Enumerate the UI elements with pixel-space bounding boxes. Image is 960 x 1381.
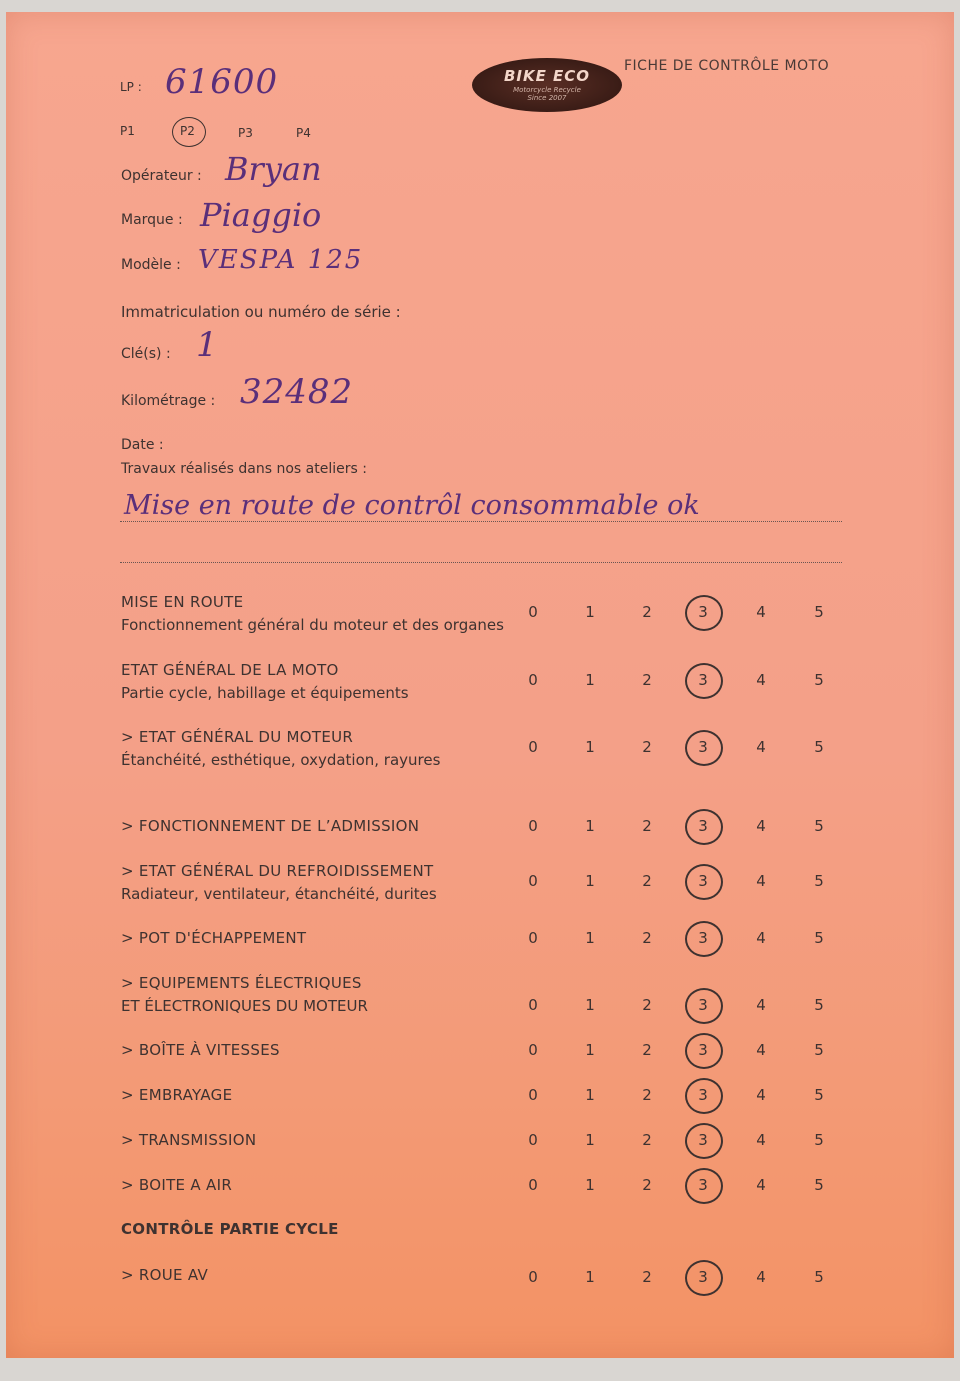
score-option-4: 4 bbox=[756, 817, 766, 835]
bike-eco-logo bbox=[472, 58, 622, 112]
position-p4: P4 bbox=[296, 126, 311, 140]
score-option-1: 1 bbox=[585, 996, 595, 1014]
score-option-4: 4 bbox=[756, 996, 766, 1014]
score-option-3: 3 bbox=[698, 671, 708, 689]
logo-text: BIKE ECO bbox=[503, 67, 591, 85]
registration-label: Immatriculation ou numéro de série : bbox=[121, 303, 401, 321]
lp-value: 61600 bbox=[165, 62, 279, 102]
row-subtitle: Fonctionnement général du moteur et des organes bbox=[121, 616, 504, 634]
selected-score-circle bbox=[685, 1168, 723, 1204]
score-option-1: 1 bbox=[585, 1268, 595, 1286]
score-option-3: 3 bbox=[698, 1176, 708, 1194]
score-option-4: 4 bbox=[756, 1176, 766, 1194]
score-option-2: 2 bbox=[642, 1176, 652, 1194]
score-option-5: 5 bbox=[814, 603, 824, 621]
score-option-1: 1 bbox=[585, 603, 595, 621]
score-option-2: 2 bbox=[642, 1131, 652, 1149]
score-option-5: 5 bbox=[814, 1041, 824, 1059]
section-cycle-title: CONTRÔLE PARTIE CYCLE bbox=[121, 1220, 339, 1238]
row-title: > BOITE A AIR bbox=[121, 1176, 233, 1194]
score-option-3: 3 bbox=[698, 1086, 708, 1104]
row-title: MISE EN ROUTE bbox=[121, 593, 244, 611]
score-option-5: 5 bbox=[814, 1131, 824, 1149]
score-option-2: 2 bbox=[642, 817, 652, 835]
score-option-4: 4 bbox=[756, 1131, 766, 1149]
selected-score-circle bbox=[685, 921, 723, 957]
brand-value: Piaggio bbox=[200, 196, 322, 234]
score-option-3: 3 bbox=[698, 996, 708, 1014]
score-option-0: 0 bbox=[528, 872, 538, 890]
row-subtitle: Radiateur, ventilateur, étanchéité, durites bbox=[121, 885, 437, 903]
score-option-4: 4 bbox=[756, 738, 766, 756]
score-option-3: 3 bbox=[698, 738, 708, 756]
score-option-5: 5 bbox=[814, 817, 824, 835]
selected-score-circle bbox=[685, 864, 723, 900]
score-option-1: 1 bbox=[585, 671, 595, 689]
score-option-0: 0 bbox=[528, 1131, 538, 1149]
row-subtitle: Étanchéité, esthétique, oxydation, rayures bbox=[121, 751, 441, 769]
work-label: Travaux réalisés dans nos ateliers : bbox=[121, 461, 367, 477]
score-option-3: 3 bbox=[698, 1041, 708, 1059]
score-option-1: 1 bbox=[585, 1176, 595, 1194]
logo-since: Since 2007 bbox=[527, 94, 567, 102]
model-label: Modèle : bbox=[121, 257, 181, 273]
selected-score-circle bbox=[685, 595, 723, 631]
score-option-5: 5 bbox=[814, 929, 824, 947]
score-option-3: 3 bbox=[698, 872, 708, 890]
row-title: > EQUIPEMENTS ÉLECTRIQUES bbox=[121, 974, 362, 992]
score-option-4: 4 bbox=[756, 929, 766, 947]
lp-label: LP : bbox=[120, 80, 142, 94]
model-value: VESPA 125 bbox=[198, 245, 364, 275]
row-title: > TRANSMISSION bbox=[121, 1131, 257, 1149]
score-option-0: 0 bbox=[528, 1176, 538, 1194]
operator-value: Bryan bbox=[225, 150, 322, 188]
score-option-1: 1 bbox=[585, 817, 595, 835]
mileage-label: Kilométrage : bbox=[121, 393, 216, 409]
work-dotted-line-2 bbox=[120, 562, 842, 563]
row-subtitle: Partie cycle, habillage et équipements bbox=[121, 684, 409, 702]
date-label: Date : bbox=[121, 437, 164, 453]
score-option-0: 0 bbox=[528, 738, 538, 756]
work-dotted-line-1 bbox=[120, 521, 842, 522]
row-title: > BOÎTE À VITESSES bbox=[121, 1041, 280, 1059]
score-option-4: 4 bbox=[756, 671, 766, 689]
score-option-5: 5 bbox=[814, 996, 824, 1014]
score-option-5: 5 bbox=[814, 1176, 824, 1194]
score-option-3: 3 bbox=[698, 1131, 708, 1149]
selected-score-circle bbox=[685, 1033, 723, 1069]
row-title: > EMBRAYAGE bbox=[121, 1086, 233, 1104]
score-option-5: 5 bbox=[814, 738, 824, 756]
score-option-0: 0 bbox=[528, 1268, 538, 1286]
mileage-value: 32482 bbox=[240, 372, 354, 412]
row-title: > ETAT GÉNÉRAL DU MOTEUR bbox=[121, 728, 354, 746]
score-option-0: 0 bbox=[528, 671, 538, 689]
score-option-4: 4 bbox=[756, 1041, 766, 1059]
score-option-0: 0 bbox=[528, 1041, 538, 1059]
score-option-0: 0 bbox=[528, 996, 538, 1014]
selected-score-circle bbox=[685, 988, 723, 1024]
position-p1: P1 bbox=[120, 124, 135, 138]
row-subtitle: ET ÉLECTRONIQUES DU MOTEUR bbox=[121, 997, 368, 1015]
score-option-0: 0 bbox=[528, 929, 538, 947]
document-title: FICHE DE CONTRÔLE MOTO bbox=[624, 58, 830, 74]
score-option-4: 4 bbox=[756, 1268, 766, 1286]
score-option-4: 4 bbox=[756, 872, 766, 890]
score-option-0: 0 bbox=[528, 603, 538, 621]
score-option-2: 2 bbox=[642, 929, 652, 947]
score-option-2: 2 bbox=[642, 996, 652, 1014]
score-option-5: 5 bbox=[814, 671, 824, 689]
score-option-2: 2 bbox=[642, 603, 652, 621]
score-option-2: 2 bbox=[642, 671, 652, 689]
score-option-0: 0 bbox=[528, 817, 538, 835]
score-option-1: 1 bbox=[585, 1041, 595, 1059]
selected-score-circle bbox=[685, 1123, 723, 1159]
logo-subtitle: Motorcycle Recycle bbox=[513, 86, 581, 94]
selected-score-circle bbox=[685, 1260, 723, 1296]
position-selected-circle bbox=[172, 117, 206, 147]
selected-score-circle bbox=[685, 663, 723, 699]
position-p2: P2 bbox=[180, 124, 195, 138]
score-option-4: 4 bbox=[756, 603, 766, 621]
score-option-1: 1 bbox=[585, 738, 595, 756]
score-option-2: 2 bbox=[642, 1086, 652, 1104]
score-option-3: 3 bbox=[698, 929, 708, 947]
position-p3: P3 bbox=[238, 126, 253, 140]
selected-score-circle bbox=[685, 1078, 723, 1114]
score-option-0: 0 bbox=[528, 1086, 538, 1104]
selected-score-circle bbox=[685, 730, 723, 766]
score-option-5: 5 bbox=[814, 1086, 824, 1104]
score-option-2: 2 bbox=[642, 1268, 652, 1286]
score-option-1: 1 bbox=[585, 1131, 595, 1149]
row-title: > POT D'ÉCHAPPEMENT bbox=[121, 929, 307, 947]
score-option-1: 1 bbox=[585, 929, 595, 947]
score-option-4: 4 bbox=[756, 1086, 766, 1104]
brand-label: Marque : bbox=[121, 212, 183, 228]
row-title: > ROUE AV bbox=[121, 1266, 209, 1284]
score-option-2: 2 bbox=[642, 1041, 652, 1059]
score-option-2: 2 bbox=[642, 872, 652, 890]
score-option-5: 5 bbox=[814, 872, 824, 890]
row-title: > FONCTIONNEMENT DE L’ADMISSION bbox=[121, 817, 420, 835]
selected-score-circle bbox=[685, 809, 723, 845]
score-option-3: 3 bbox=[698, 603, 708, 621]
work-value: Mise en route de contrôl consommable ok bbox=[124, 490, 700, 521]
score-option-1: 1 bbox=[585, 872, 595, 890]
keys-label: Clé(s) : bbox=[121, 346, 171, 362]
row-title: ETAT GÉNÉRAL DE LA MOTO bbox=[121, 661, 339, 679]
row-title: > ETAT GÉNÉRAL DU REFROIDISSEMENT bbox=[121, 862, 434, 880]
score-option-2: 2 bbox=[642, 738, 652, 756]
score-option-5: 5 bbox=[814, 1268, 824, 1286]
score-option-3: 3 bbox=[698, 1268, 708, 1286]
score-option-1: 1 bbox=[585, 1086, 595, 1104]
keys-value: 1 bbox=[196, 325, 218, 365]
score-option-3: 3 bbox=[698, 817, 708, 835]
operator-label: Opérateur : bbox=[121, 168, 202, 184]
